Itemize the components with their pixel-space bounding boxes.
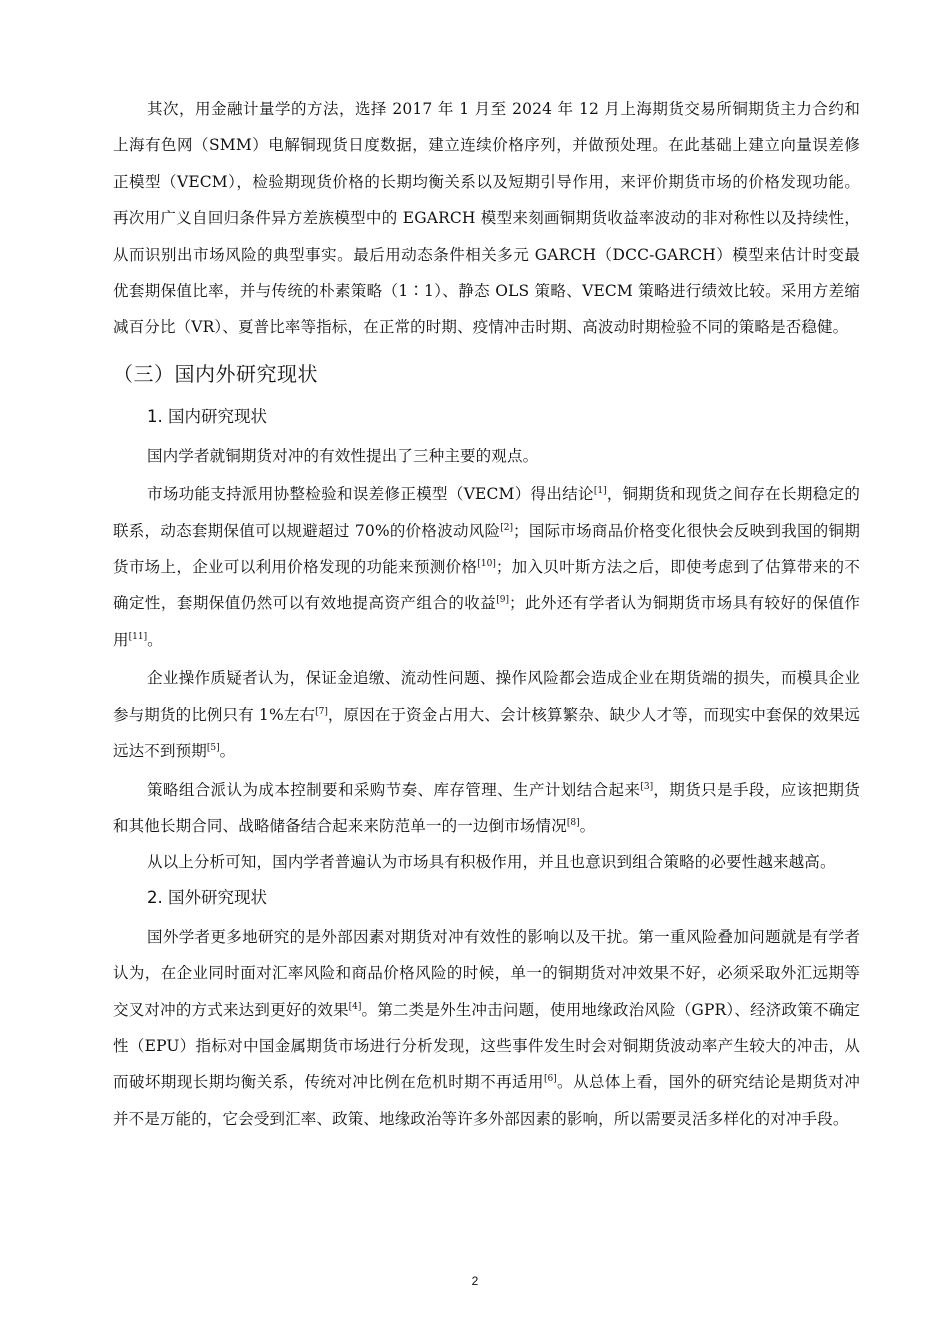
page-body [113, 91, 860, 1137]
citation-ref: [11] [128, 631, 148, 642]
citation-ref: [8] [566, 817, 580, 828]
citation-ref: [4] [348, 1001, 362, 1012]
paragraph-text: 。 [147, 630, 163, 649]
paragraph-text: 。从总体上看，国外的研究结论是期货对冲并不是万能的，它会受到汇率、政策、地缘政治等许多外部因素的影响，所以需要灵活多样化的对冲手段。 [113, 1073, 860, 1128]
domestic-heading: 1. 国内研究现状 [147, 406, 267, 426]
paragraph-text: 。 [219, 742, 236, 761]
citation-ref: [10] [477, 559, 496, 570]
paragraph-text: 国外学者更多地研究的是外部因素对期货对冲有效性的影响以及干扰。第一重风险叠加问题就是有学者认为，在企业同时面对汇率风险和商品价格风险的时候，单一的铜期货对冲效果不好，必须采取外汇远期等交叉对冲的方式来达到更好的效果 [113, 927, 860, 1019]
paragraph-text: 策略组合派认为成本控制要和采购节奏、库存管理、生产计划结合起来 [147, 780, 641, 799]
paragraph-text: 市场功能支持派用协整检验和误差修正模型（VECM）得出结论 [147, 485, 594, 504]
method-paragraph: 其次，用金融计量学的方法，选择 2017 年 1 月至 2024 年 12 月上海期货交易所铜期货主力合约和上海有色网（SMM）电解铜现货日度数据，建立连续价格序列，并做预处理。在此基础上建立向量误差修正模型（VECM），检验期现货价格的长期均衡关系以及短期引导作用，来评价期货市场的价格发现功能。再次用广义自回归条件异方差族模型中的 EGARCH 模型来刻画铜期货收益率波动的非对称性以及持续性，从而识别出市场风险的典型事实。最后用动态条件相关多元 GARCH（DCC-GARCH）模型来估计时变最优套期保值比率，并与传统的朴素策略（1∶1）、静态 OLS 策略、VECM 策略进行绩效比较。采用方差缩减百分比（VR）、夏普比率等指标，在正常的时期、疫情冲击时期、高波动时期检验不同的策略是否稳健。 [113, 100, 860, 337]
foreign-paragraph [113, 919, 860, 1137]
citation-ref: [6] [543, 1074, 557, 1085]
foreign-heading: 2. 国外研究现状 [147, 887, 267, 907]
section-heading: （三）国内外研究现状 [113, 361, 318, 386]
market-support-paragraph [113, 476, 860, 658]
citation-ref: [3] [640, 781, 654, 792]
page-number: 2 [471, 1274, 479, 1288]
paragraph-text: ；加入贝叶斯方法之后，即使考虑到了估算带来的不确定性，套期保值仍然可以有效地提高资产组合的收益 [113, 558, 861, 613]
citation-ref: [5] [206, 743, 220, 754]
skeptic-paragraph [113, 660, 860, 769]
domestic-intro-paragraph: 国内学者就铜期货对冲的有效性提出了三种主要的观点。 [147, 446, 539, 465]
paragraph-text: ；此外还有学者认为铜期货市场具有较好的保值作用 [113, 594, 860, 649]
paragraph-text: 企业操作质疑者认为，保证金追缴、流动性问题、操作风险都会造成企业在期货端的损失，而模具企业参与期货的比例只有 1%左右 [113, 669, 860, 724]
paragraph-text: ，原因在于资金占用大、会计核算繁杂、缺少人才等，而现实中套保的效果远远达不到预期 [113, 705, 860, 761]
paragraph-text: 。 [579, 816, 596, 835]
citation-ref: [1] [593, 486, 607, 497]
paragraph-text: 。第二类是外生冲击问题，使用地缘政治风险（GPR）、经济政策不确定性（EPU）指标对中国金属期货市场进行分析发现，这些事件发生时会对铜期货波动率产生较大的冲击，从而破坏期现长期均衡关系，传统对冲比例在危机时期不再适用 [113, 1000, 860, 1092]
paragraph-text: ，期货只是手段，应该把期货和其他长期合同、战略储备结合起来来防范单一的一边倒市场情况 [113, 780, 860, 835]
paragraph-text: ，铜期货和现货之间存在长期稳定的联系，动态套期保值可以规避超过 70%的价格波动风险 [113, 485, 860, 540]
citation-ref: [9] [496, 595, 509, 606]
citation-ref: [2] [500, 522, 514, 533]
paragraph-text: ；国际市场商品价格变化很快会反映到我国的铜期货市场上，企业可以利用价格发现的功能来预测价格 [113, 521, 860, 577]
domestic-summary-paragraph: 从以上分析可知，国内学者普遍认为市场具有积极作用，并且也意识到组合策略的必要性越来越高。 [147, 853, 836, 872]
citation-ref: [7] [315, 706, 328, 717]
portfolio-paragraph [113, 772, 860, 845]
